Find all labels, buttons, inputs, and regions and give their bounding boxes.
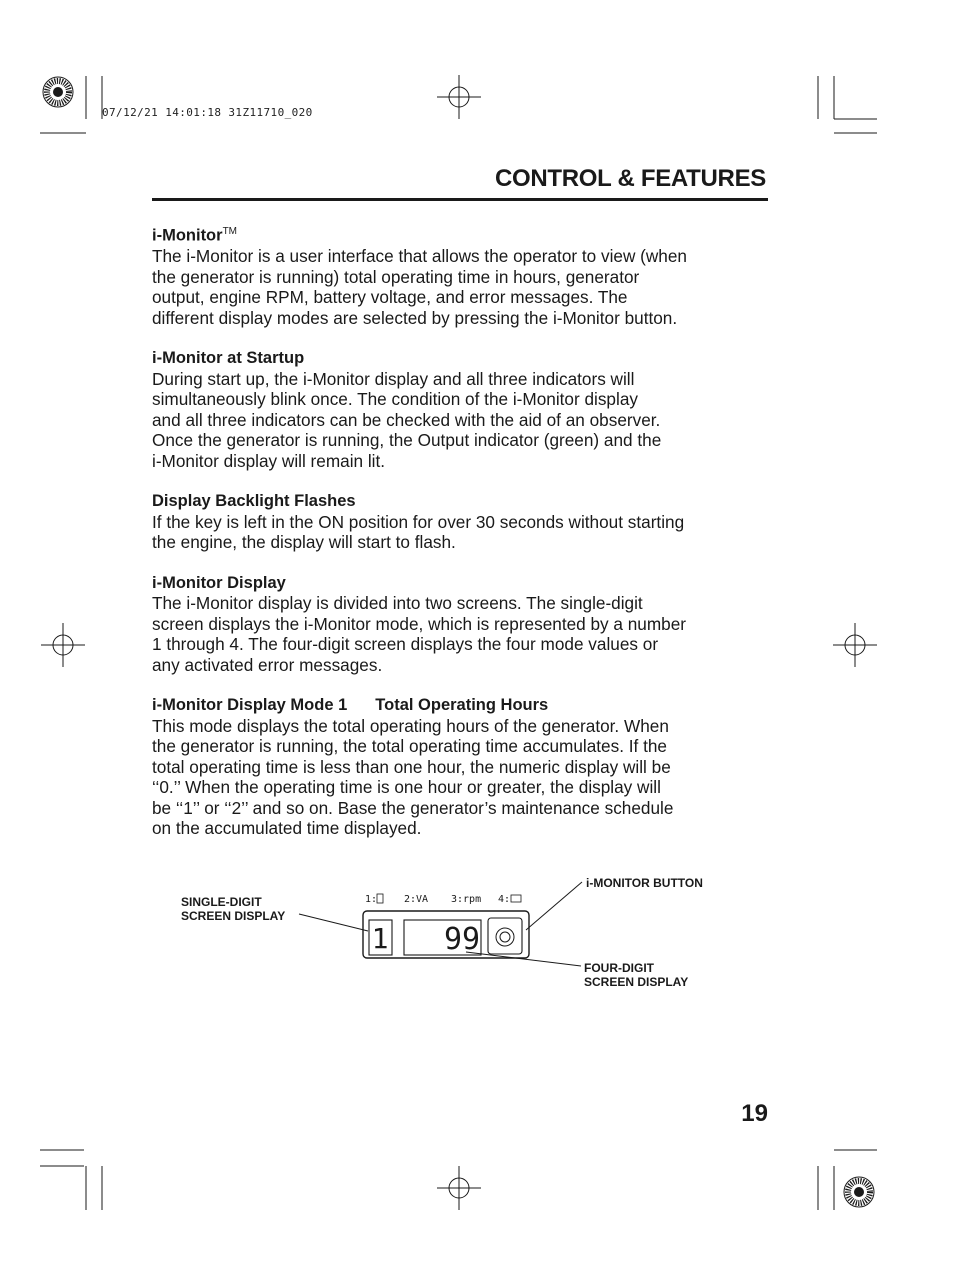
body-line: total operating time is less than one hour, the numeric display will be (152, 756, 671, 777)
callout-button (586, 876, 703, 890)
body-line: This mode displays the total operating hours of the generator. When (152, 715, 669, 736)
four-digit-value: 99 (443, 922, 481, 957)
body-line: the generator is running, the total operating time accumulates. If the (152, 736, 667, 756)
body-line: Once the generator is running, the Output indicator (green) and the (152, 430, 662, 450)
battery-icon (511, 895, 521, 902)
page-title: CONTROL & FEATURES (494, 165, 766, 192)
body-line: different display modes are selected by pressing the i-Monitor button. (152, 307, 678, 328)
section-heading: i-Monitor at Startup (152, 349, 305, 367)
body-line: be ‘‘1’’ or ‘‘2’’ and so on. Base the generator’s maintenance schedule (152, 797, 674, 818)
body-line: the generator is running) total operating time in hours, generator (152, 266, 640, 287)
heading-text: Total Operating Hours (375, 696, 549, 714)
mode-label-2: 2:VA (404, 894, 429, 905)
body-line: ‘‘0.’’ When the operating time is one hour or greater, the display will (152, 777, 661, 797)
section-heading: i-Monitor Display (152, 573, 286, 592)
callout-single-digit (181, 895, 285, 923)
body-line: During start up, the i-Monitor display and all three indicators will (152, 368, 635, 389)
body-line: 1 through 4. The four-digit screen displays the four mode values or (152, 634, 659, 654)
body-line: on the accumulated time displayed. (152, 818, 422, 838)
mode-label-4: 4: (498, 894, 511, 905)
single-digit-value: 1 (371, 922, 389, 955)
imonitor-button[interactable] (488, 918, 522, 954)
print-stamp: 07/12/21 14:01:18 31Z11710_020 (102, 106, 313, 119)
mode-label-1: 1: (365, 894, 378, 905)
leader-line (526, 882, 582, 930)
body-line: the engine, the display will start to flash. (152, 532, 456, 552)
body-line: If the key is left in the ON position for over 30 seconds without starting (152, 511, 685, 532)
body-line: The i-Monitor is a user interface that allows the operator to view (when (152, 246, 687, 266)
body-line: and all three indicators can be checked with the aid of an observer. (152, 409, 661, 430)
hourglass-icon (377, 894, 383, 903)
body-line: The i-Monitor display is divided into two screens. The single-digit (152, 593, 643, 613)
callout-four-digit (584, 961, 688, 989)
section-heading: Display Backlight Flashes (152, 492, 356, 510)
body-line: any activated error messages. (152, 654, 383, 675)
callout-line: FOUR-DIGIT (584, 961, 654, 975)
body-line: simultaneously blink once. The condition of the i-Monitor display (152, 389, 638, 409)
page-number: 19 (741, 1100, 768, 1127)
callout-line: i-MONITOR BUTTON (586, 876, 703, 890)
trademark-mark: TM (222, 226, 238, 237)
leader-line (299, 914, 368, 931)
body-line: screen displays the i-Monitor mode, which is represented by a number (152, 613, 687, 634)
heading-text: i-Monitor Display Mode 1 (152, 696, 348, 714)
body-line: output, engine RPM, battery voltage, and error messages. The (152, 287, 628, 307)
callout-line: SCREEN DISPLAY (584, 975, 689, 989)
mode-label-3: 3:rpm (451, 894, 482, 905)
callout-line: SCREEN DISPLAY (181, 909, 286, 923)
heading-text: i-Monitor (152, 226, 223, 245)
body-line: i-Monitor display will remain lit. (152, 450, 386, 471)
callout-line: SINGLE-DIGIT (181, 895, 262, 909)
